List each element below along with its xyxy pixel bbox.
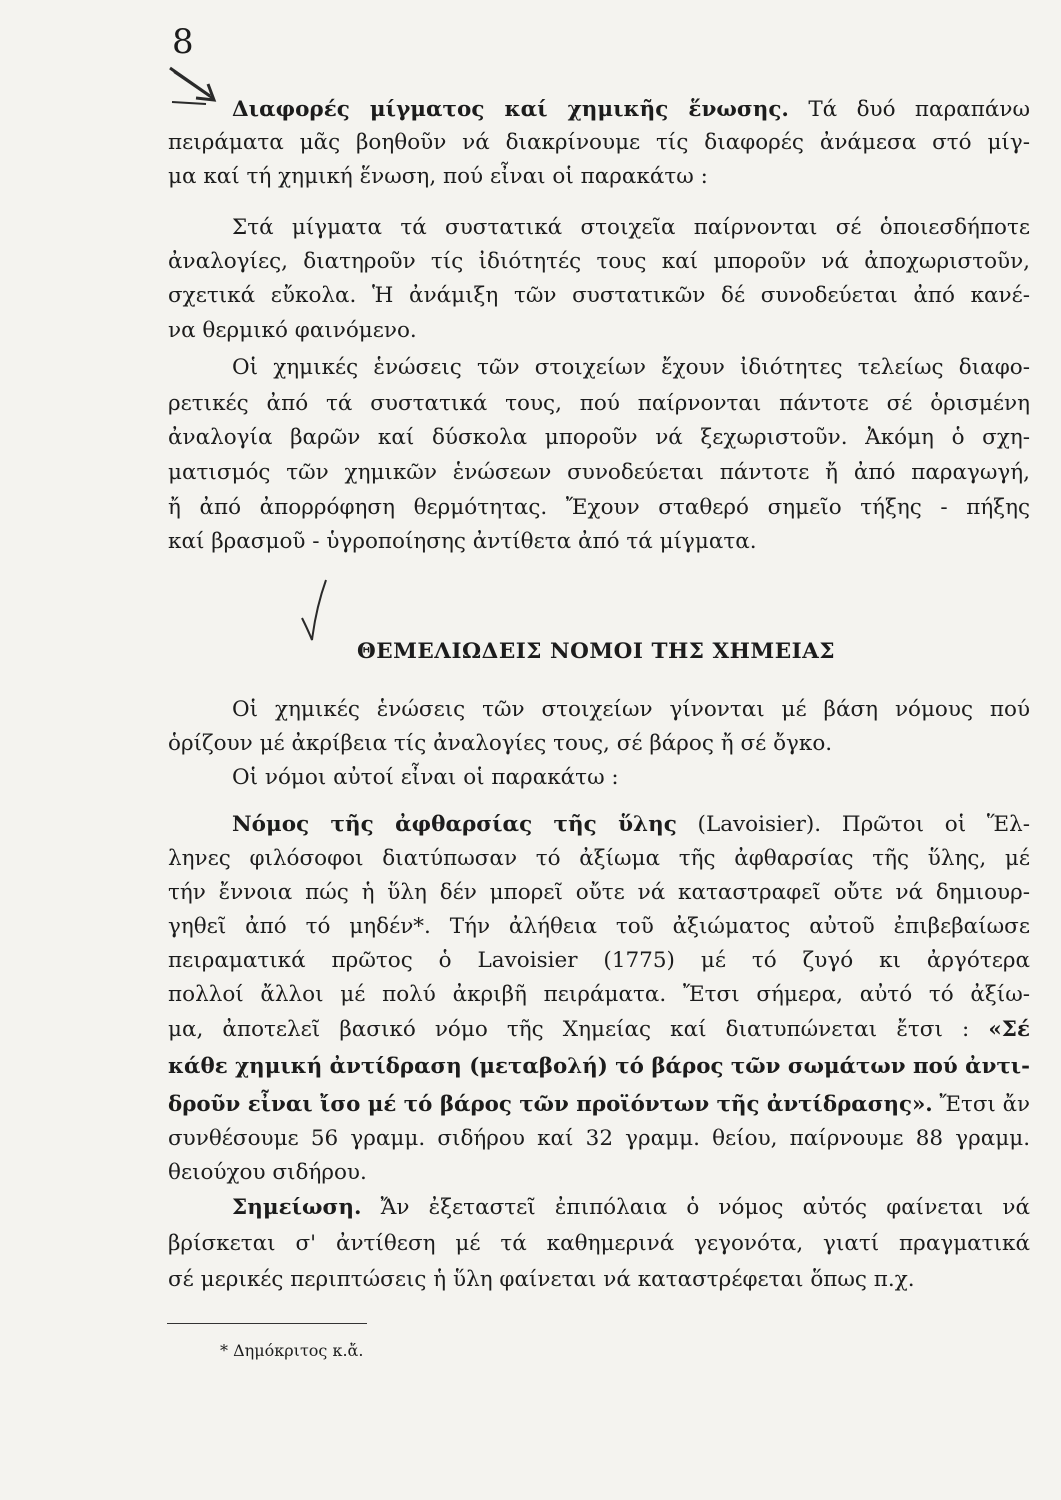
- body-text: βρίσκεται σ' ἀντίθεση μέ τά καθημερινά γεγονότα, γιατί πραγματικά: [168, 1231, 1030, 1256]
- body-text: Ἔτσι ἄν: [932, 1092, 1030, 1117]
- text-line: [168, 128, 1030, 158]
- text-line: [168, 1158, 367, 1188]
- page-number: 8: [172, 22, 194, 62]
- body-text: γηθεῖ ἀπό τό μηδέν*. Τήν ἀλήθεια τοῦ ἀξιώματος αὐτοῦ ἐπιβεβαίωσε: [168, 914, 1030, 939]
- body-text: ληνες φιλόσοφοι διατύπωσαν τό ἀξίωμα τῆς ἀφθαρσίας τῆς ὕλης, μέ: [168, 846, 1030, 871]
- text-line: [168, 1052, 1030, 1082]
- text-line: [232, 1193, 1030, 1223]
- body-text: Οἱ χημικές ἑνώσεις τῶν στοιχείων γίνονται μέ βάση νόμους πού: [232, 697, 1031, 722]
- text-line: [232, 695, 1030, 725]
- emphasis-text: κάθε χημική ἀντίδραση (μεταβολή) τό βάρος τῶν σωμάτων πού ἀντι-: [168, 1054, 1031, 1079]
- body-text: μα, ἀποτελεῖ βασικό νόμο τῆς Χημείας καί διατυπώνεται ἔτσι :: [168, 1017, 989, 1042]
- text-line: [168, 458, 1030, 488]
- body-text: θειούχου σιδήρου.: [168, 1160, 367, 1185]
- emphasis-text: «Σέ: [988, 1017, 1031, 1042]
- text-line: [168, 1265, 915, 1295]
- text-line: [168, 1124, 1030, 1154]
- body-text: Ἄν ἐξεταστεῖ ἐπιπόλαια ὁ νόμος αὐτός φαίνεται νά: [361, 1195, 1031, 1220]
- hand-drawn-check-icon: [300, 578, 328, 644]
- body-text: μα καί τή χημική ἕνωση, πού εἶναι οἱ παρακάτω :: [168, 164, 708, 189]
- hand-drawn-arrow-icon: [166, 62, 228, 106]
- emphasis-text: Νόμος τῆς ἀφθαρσίας τῆς ὕλης: [232, 812, 677, 837]
- text-line: [168, 423, 1030, 453]
- body-text: Τά δυό παραπάνω: [788, 97, 1030, 122]
- body-text: ματισμός τῶν χημικῶν ἑνώσεων συνοδεύεται πάντοτε ἤ ἀπό παραγωγή,: [168, 460, 1031, 485]
- footnote: * Δημόκριτος κ.ἄ.: [220, 1341, 364, 1360]
- body-text: ἤ ἀπό ἀπορρόφηση θερμότητας. Ἔχουν σταθερό σημεῖο τήξης - πήξης: [168, 495, 1031, 520]
- emphasis-text: Σημείωση.: [232, 1195, 362, 1220]
- text-line: [168, 247, 1030, 277]
- body-text: Στά μίγματα τά συστατικά στοιχεῖα παίρνονται σέ ὁποιεσδήποτε: [232, 215, 1031, 240]
- body-text: σχετικά εὔκολα. Ἡ ἀνάμιξη τῶν συστατικῶν δέ συνοδεύεται ἀπό κανέ-: [168, 283, 1031, 308]
- body-text: πολλοί ἄλλοι μέ πολύ ἀκριβῆ πειράματα. Ἔτσι σήμερα, αὐτό τό ἀξίω-: [168, 982, 1030, 1007]
- body-text: ἀναλογία βαρῶν καί δύσκολα μποροῦν νά ξεχωριστοῦν. Ἀκόμη ὁ σχη-: [168, 425, 1030, 450]
- text-line: [232, 353, 1030, 383]
- body-text: Οἱ νόμοι αὐτοί εἶναι οἱ παρακάτω :: [232, 765, 619, 790]
- text-line: [168, 389, 1030, 419]
- text-line: [168, 946, 1030, 976]
- emphasis-text: δροῦν εἶναι ἴσο μέ τό βάρος τῶν προϊόντων τῆς ἀντίδρασης».: [168, 1092, 933, 1117]
- text-line: [168, 980, 1030, 1010]
- body-text: ρετικές ἀπό τά συστατικά τους, πού παίρνονται πάντοτε σέ ὁρισμένη: [168, 391, 1030, 416]
- text-line: [168, 527, 757, 557]
- body-text: τήν ἔννοια πώς ἡ ὕλη δέν μπορεῖ οὔτε νά καταστραφεῖ οὔτε νά δημιουρ-: [168, 880, 1031, 905]
- text-line: [232, 810, 1030, 840]
- text-line: [168, 844, 1030, 874]
- text-line: [168, 316, 417, 346]
- text-line: [232, 763, 619, 793]
- body-text: συνθέσουμε 56 γραμμ. σιδήρου καί 32 γραμμ. θείου, παίρνουμε 88 γραμμ.: [168, 1126, 1031, 1151]
- text-line: [168, 878, 1030, 908]
- body-text: πειράματα μᾶς βοηθοῦν νά διακρίνουμε τίς διαφορές ἀνάμεσα στό μίγ-: [168, 130, 1030, 155]
- text-line: [168, 729, 832, 759]
- text-line: [168, 493, 1030, 523]
- text-line: [168, 1090, 1030, 1120]
- body-text: να θερμικό φαινόμενο.: [168, 318, 417, 343]
- body-text: ὁρίζουν μέ ἀκρίβεια τίς ἀναλογίες τους, σέ βάρος ἤ σέ ὄγκο.: [168, 731, 833, 756]
- text-line: [232, 213, 1030, 243]
- text-line: [232, 95, 1030, 125]
- text-line: [168, 1015, 1030, 1045]
- body-text: πειραματικά πρῶτος ὁ Lavoisier (1775) μέ τό ζυγό κι ἀργότερα: [168, 948, 1031, 973]
- body-text: ἀναλογίες, διατηροῦν τίς ἰδιότητές τους καί μποροῦν νά ἀποχωριστοῦν,: [168, 249, 1031, 274]
- text-line: [168, 1229, 1030, 1259]
- body-text: Οἱ χημικές ἑνώσεις τῶν στοιχείων ἔχουν ἰδιότητες τελείως διαφο-: [232, 355, 1030, 380]
- text-line: [168, 912, 1030, 942]
- text-line: [168, 281, 1030, 311]
- emphasis-text: Διαφορές μίγματος καί χημικῆς ἕνωσης.: [232, 97, 789, 122]
- body-text: (Lavoisier). Πρῶτοι οἱ Ἕλ-: [676, 812, 1031, 837]
- body-text: σέ μερικές περιπτώσεις ἡ ὕλη φαίνεται νά καταστρέφεται ὅπως π.χ.: [168, 1267, 915, 1292]
- section-heading: ΘΕΜΕΛΙΩΔΕΙΣ ΝΟΜΟΙ ΤΗΣ ΧΗΜΕΙΑΣ: [357, 639, 836, 664]
- body-text: καί βρασμοῦ - ὑγροποίησης ἀντίθετα ἀπό τά μίγματα.: [168, 529, 757, 554]
- text-line: [168, 162, 708, 192]
- footnote-rule: [167, 1323, 367, 1324]
